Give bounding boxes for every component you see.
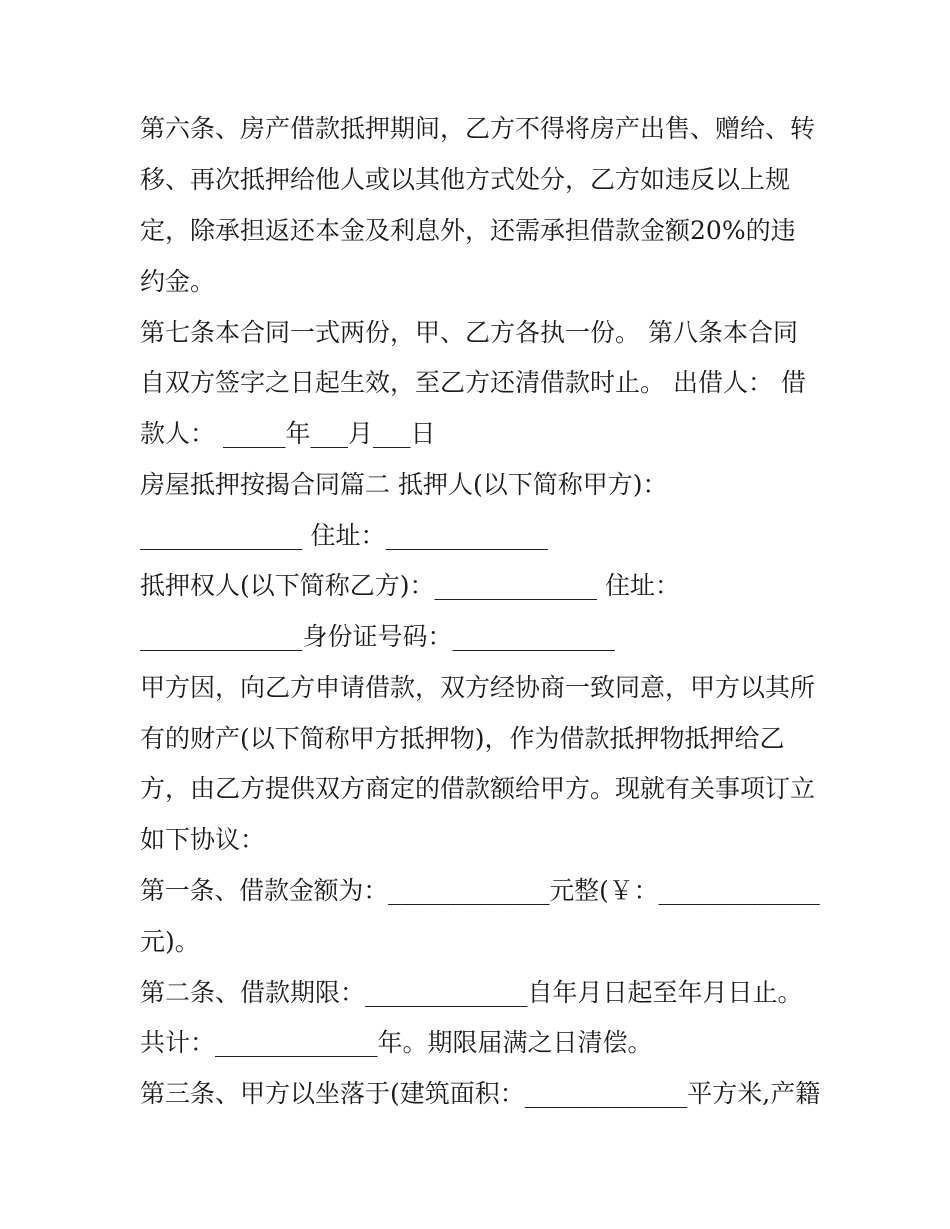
text-line: 方，由乙方提供双方商定的借款额给甲方。现就有关事项订立 (140, 774, 816, 803)
text-line: 共计：_____________年。期限届满之日清偿。 (140, 1028, 653, 1057)
text-line: 第六条、房产借款抵押期间，乙方不得将房产出售、赠给、转 (140, 114, 816, 143)
text-line: 自双方签字之日起生效，至乙方还清借款时止。 出借人： 借 (140, 368, 806, 397)
text-line: 抵押权人(以下简称乙方)：_____________ 住址： (140, 571, 680, 600)
text-line: _____________ 住址：_____________ (140, 521, 548, 550)
text-line: 有的财产(以下简称甲方抵押物)，作为借款抵押物抵押给乙 (140, 724, 785, 753)
text-line: 第一条、借款金额为：_____________元整(￥：_____________ (140, 876, 820, 905)
text-line: 元)。 (140, 927, 200, 956)
text-line: 房屋抵押按揭合同篇二 抵押人(以下简称甲方)： (140, 470, 668, 499)
text-line: 移、再次抵押给他人或以其他方式处分，乙方如违反以上规 (140, 165, 791, 194)
text-line: 定，除承担返还本金及利息外，还需承担借款金额20%的违 (140, 216, 796, 245)
text-line: 第二条、借款期限：_____________自年月日起至年月日止。 (140, 978, 803, 1007)
text-line: 如下协议： (140, 825, 266, 854)
text-line: 甲方因，向乙方申请借款，双方经协商一致同意，甲方以其所 (140, 673, 816, 702)
text-line: 第七条本合同一式两份，甲、乙方各执一份。 第八条本合同 (140, 318, 798, 347)
text-line: 第三条、甲方以坐落于(建筑面积：_____________平方米,产籍 (140, 1079, 821, 1108)
text-line: 约金。 (140, 267, 216, 296)
text-line: 款人： _____年___月___日 (140, 419, 436, 448)
text-line: _____________身份证号码：_____________ (140, 622, 616, 651)
